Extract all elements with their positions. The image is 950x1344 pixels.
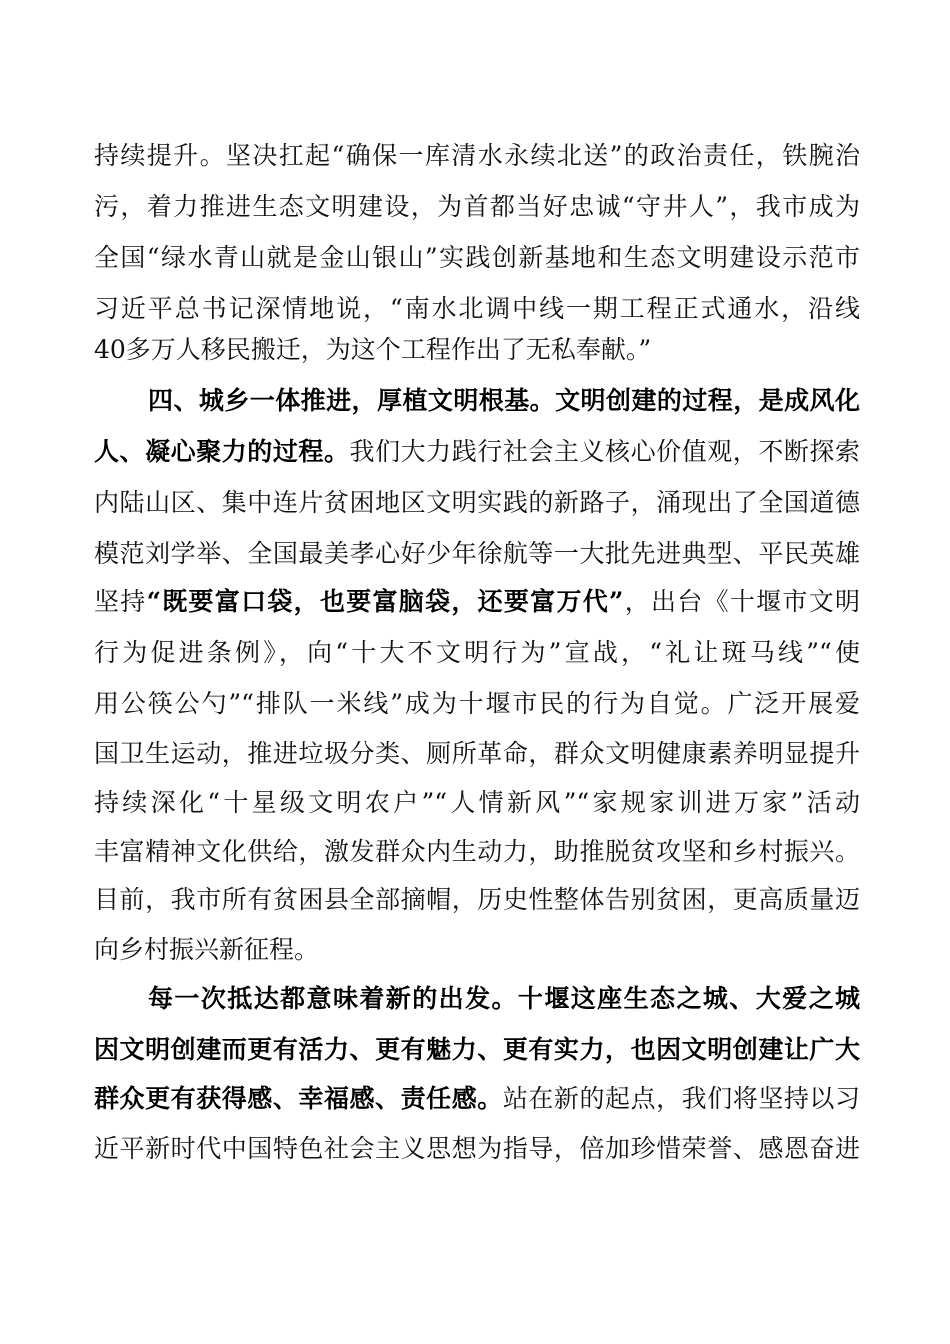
- normal-text: 我们大力践行社会主义核心价值观，不断探索: [349, 437, 860, 466]
- text-line: 40多万人移民搬迁，为这个工程作出了无私奉献。”: [94, 335, 652, 364]
- normal-text: ，出台《十堰市文明: [623, 587, 860, 616]
- section-heading-line: [148, 381, 860, 421]
- text-line: 持续深化“十星级文明农户”“人情新风”“家规家训进万家”活动: [94, 788, 860, 817]
- text-line: 用公筷公勺”“排队一米线”成为十堰市民的行为自觉。广泛开展爱: [94, 689, 860, 718]
- text-line: [94, 1079, 860, 1119]
- bold-text: 每一次抵达都意味着新的出发。十堰这座生态之城、大爱之城: [148, 984, 860, 1013]
- text-line: 污，着力推进生态文明建设，为首都当好忠诚“守井人”，我市成为: [94, 192, 860, 221]
- bold-text: 人、凝心聚力的过程。: [94, 437, 350, 466]
- text-line: 丰富精神文化供给，激发群众内生动力，助推脱贫攻坚和乡村振兴。: [94, 837, 860, 866]
- bold-quote: “既要富口袋，也要富脑袋，还要富万代”: [146, 587, 624, 616]
- text-line: 近平新时代中国特色社会主义思想为指导，倍加珍惜荣誉、感恩奋进: [94, 1134, 860, 1163]
- text-line: [94, 1030, 860, 1070]
- bold-text: 因文明创建而更有活力、更有魅力、更有实力，也因文明创建让广大: [94, 1035, 860, 1064]
- text-line: 全国“绿水青山就是金山银山”实践创新基地和生态文明建设示范市: [94, 243, 860, 272]
- text-line: [94, 582, 860, 622]
- text-line: 内陆山区、集中连片贫困地区文明实践的新路子，涌现出了全国道德: [94, 488, 860, 517]
- normal-text: 站在新的起点，我们将坚持以习: [502, 1084, 860, 1113]
- bold-text: 四、城乡一体推进，厚植文明根基。文明创建的过程，是成风化: [148, 386, 860, 415]
- text-line: 持续提升。坚决扛起“确保一库清水永续北送”的政治责任，铁腕治: [94, 141, 860, 170]
- text-line: 国卫生运动，推进垃圾分类、厕所革命，群众文明健康素养明显提升: [94, 739, 860, 768]
- normal-text: 坚持: [94, 587, 147, 616]
- text-line: [94, 432, 860, 472]
- text-line: 目前，我市所有贫困县全部摘帽，历史性整体告别贫困，更高质量迈: [94, 885, 860, 914]
- text-line: 模范刘学举、全国最美孝心好少年徐航等一大批先进典型、平民英雄: [94, 539, 860, 568]
- closing-heading-line: [148, 979, 860, 1019]
- text-line: 行为促进条例》，向“十大不文明行为”宣战，“礼让斑马线”“使: [94, 638, 860, 667]
- text-line: 习近平总书记深情地说，“南水北调中线一期工程正式通水，沿线: [94, 294, 860, 323]
- text-line: 向乡村振兴新征程。: [94, 935, 320, 964]
- bold-text: 群众更有获得感、幸福感、责任感。: [94, 1084, 503, 1113]
